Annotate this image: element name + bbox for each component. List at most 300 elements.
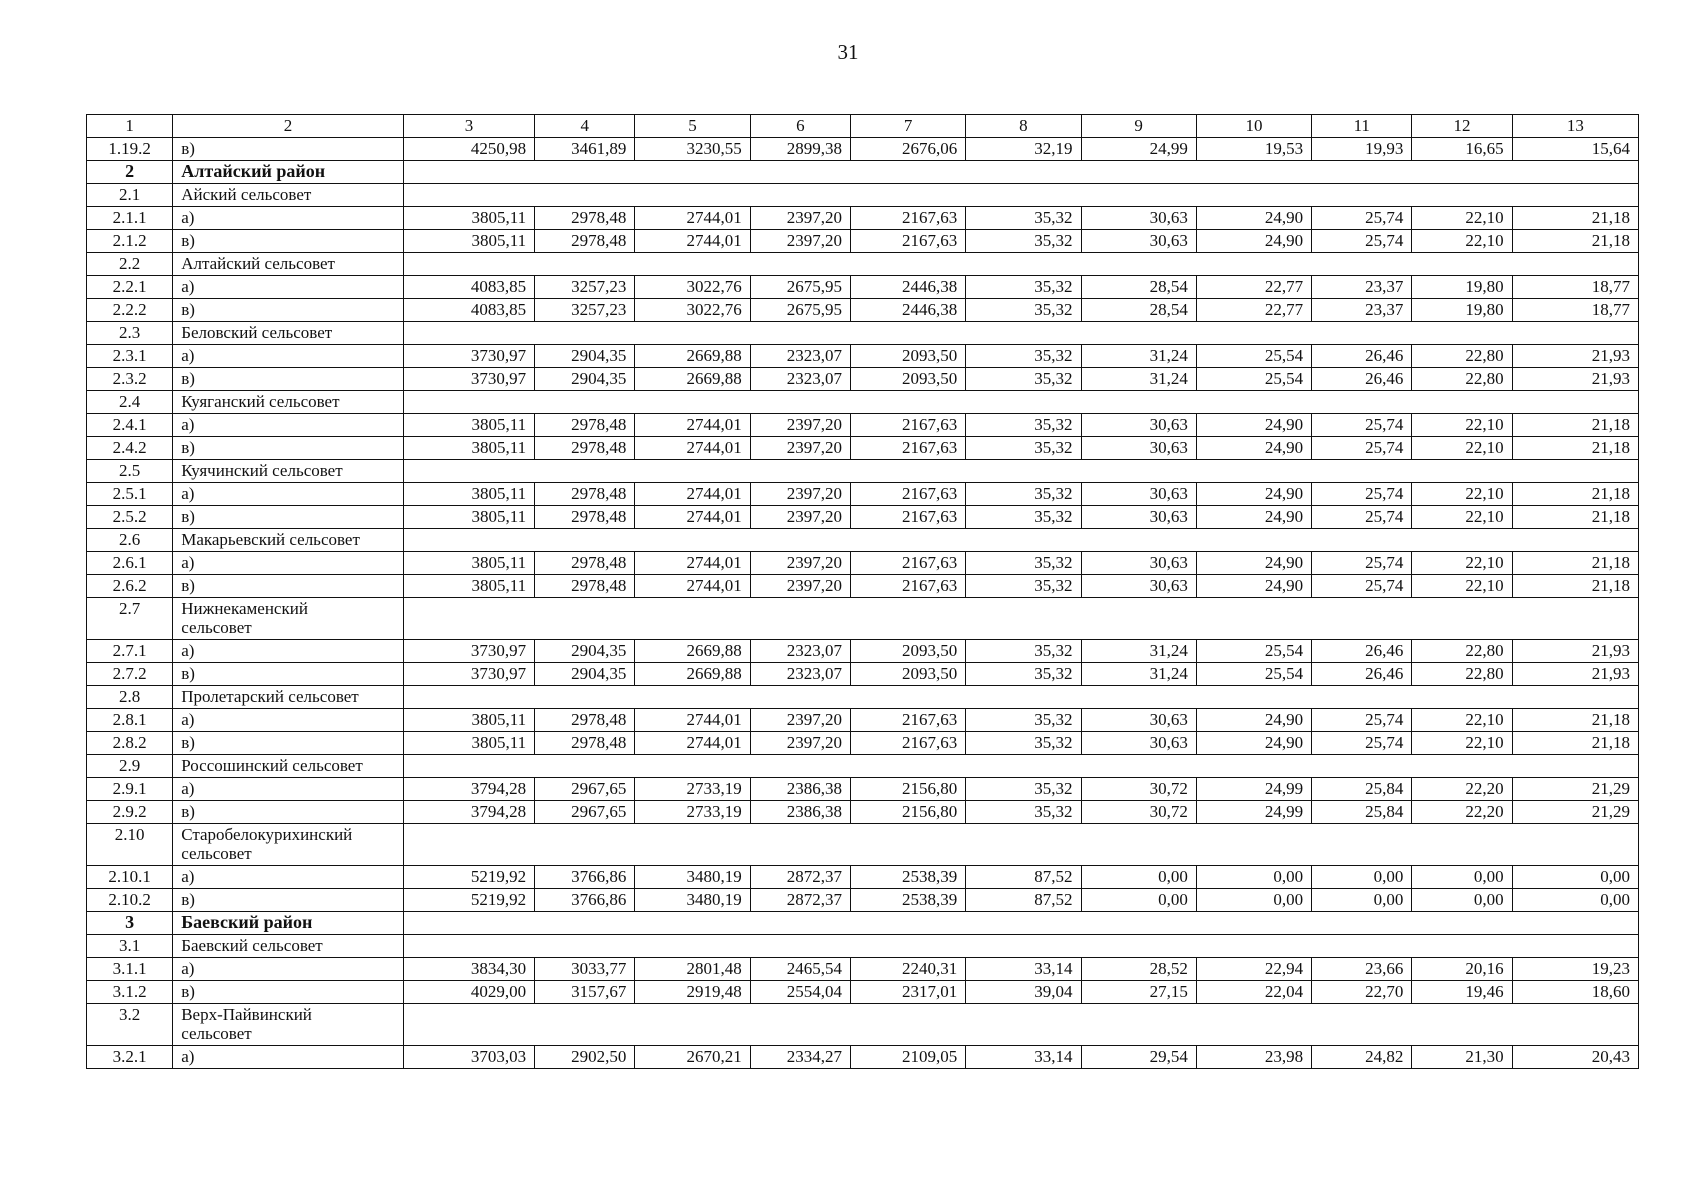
row-label: а)	[173, 778, 404, 801]
value-cell: 3805,11	[403, 506, 534, 529]
value-cell: 2744,01	[635, 732, 750, 755]
value-cell: 2538,39	[850, 866, 965, 889]
value-cell: 22,70	[1312, 981, 1412, 1004]
value-cell: 26,46	[1312, 663, 1412, 686]
value-cell: 35,32	[966, 801, 1081, 824]
value-cell: 18,60	[1512, 981, 1638, 1004]
value-cell: 2669,88	[635, 345, 750, 368]
section-code: 2.3	[87, 322, 173, 345]
row-label: в)	[173, 230, 404, 253]
value-cell: 0,00	[1196, 889, 1311, 912]
value-cell: 2670,21	[635, 1046, 750, 1069]
value-cell: 0,00	[1081, 866, 1196, 889]
table-row	[87, 778, 1639, 801]
section-title: Айский сельсовет	[173, 184, 404, 207]
value-cell: 2093,50	[850, 345, 965, 368]
section-row	[87, 598, 1639, 640]
value-cell: 22,10	[1412, 506, 1512, 529]
value-cell: 32,19	[966, 138, 1081, 161]
value-cell: 4083,85	[403, 276, 534, 299]
value-cell: 3805,11	[403, 414, 534, 437]
section-code: 2.9	[87, 755, 173, 778]
row-label: в)	[173, 575, 404, 598]
value-cell: 33,14	[966, 1046, 1081, 1069]
row-code: 1.19.2	[87, 138, 173, 161]
value-cell: 23,98	[1196, 1046, 1311, 1069]
value-cell: 2978,48	[535, 732, 635, 755]
value-cell: 2323,07	[750, 368, 850, 391]
row-label: в)	[173, 732, 404, 755]
section-title-line: сельсовет	[181, 618, 252, 637]
row-code: 2.5.1	[87, 483, 173, 506]
value-cell: 21,18	[1512, 207, 1638, 230]
value-cell: 22,10	[1412, 732, 1512, 755]
value-cell: 22,10	[1412, 483, 1512, 506]
column-header: 7	[850, 115, 965, 138]
section-title: Макарьевский сельсовет	[173, 529, 404, 552]
section-row	[87, 253, 1639, 276]
column-header: 12	[1412, 115, 1512, 138]
value-cell: 31,24	[1081, 663, 1196, 686]
table-row	[87, 207, 1639, 230]
empty-span-cell	[403, 755, 1638, 778]
value-cell: 2093,50	[850, 663, 965, 686]
value-cell: 25,74	[1312, 506, 1412, 529]
value-cell: 2446,38	[850, 299, 965, 322]
row-label: в)	[173, 663, 404, 686]
table-row	[87, 866, 1639, 889]
value-cell: 35,32	[966, 640, 1081, 663]
value-cell: 3022,76	[635, 299, 750, 322]
value-cell: 24,90	[1196, 437, 1311, 460]
table-body	[87, 115, 1639, 1069]
table-row	[87, 663, 1639, 686]
value-cell: 30,63	[1081, 414, 1196, 437]
value-cell: 25,84	[1312, 778, 1412, 801]
region-row	[87, 161, 1639, 184]
empty-span-cell	[403, 529, 1638, 552]
section-title: Беловский сельсовет	[173, 322, 404, 345]
value-cell: 2744,01	[635, 207, 750, 230]
value-cell: 2872,37	[750, 889, 850, 912]
value-cell: 2554,04	[750, 981, 850, 1004]
value-cell: 24,90	[1196, 506, 1311, 529]
value-cell: 22,20	[1412, 778, 1512, 801]
section-title-line: сельсовет	[181, 844, 252, 863]
value-cell: 3805,11	[403, 575, 534, 598]
value-cell: 25,54	[1196, 368, 1311, 391]
value-cell: 0,00	[1196, 866, 1311, 889]
value-cell: 2323,07	[750, 345, 850, 368]
value-cell: 2669,88	[635, 640, 750, 663]
value-cell: 3805,11	[403, 483, 534, 506]
value-cell: 21,18	[1512, 230, 1638, 253]
value-cell: 24,90	[1196, 709, 1311, 732]
row-code: 3.2.1	[87, 1046, 173, 1069]
value-cell: 2334,27	[750, 1046, 850, 1069]
region-code: 2	[87, 161, 173, 184]
value-cell: 2386,38	[750, 801, 850, 824]
value-cell: 28,52	[1081, 958, 1196, 981]
value-cell: 20,16	[1412, 958, 1512, 981]
section-row	[87, 529, 1639, 552]
value-cell: 5219,92	[403, 866, 534, 889]
section-row	[87, 184, 1639, 207]
empty-span-cell	[403, 824, 1638, 866]
page-number: 31	[837, 40, 859, 64]
value-cell: 21,29	[1512, 778, 1638, 801]
value-cell: 2872,37	[750, 866, 850, 889]
table-row	[87, 368, 1639, 391]
value-cell: 3480,19	[635, 889, 750, 912]
value-cell: 35,32	[966, 778, 1081, 801]
section-row	[87, 391, 1639, 414]
section-code: 2.5	[87, 460, 173, 483]
column-header: 3	[403, 115, 534, 138]
value-cell: 25,54	[1196, 640, 1311, 663]
value-cell: 30,72	[1081, 778, 1196, 801]
value-cell: 3033,77	[535, 958, 635, 981]
value-cell: 35,32	[966, 437, 1081, 460]
value-cell: 19,46	[1412, 981, 1512, 1004]
value-cell: 21,18	[1512, 732, 1638, 755]
column-header: 5	[635, 115, 750, 138]
section-title: Куячинский сельсовет	[173, 460, 404, 483]
value-cell: 3805,11	[403, 230, 534, 253]
column-header: 8	[966, 115, 1081, 138]
value-cell: 2978,48	[535, 230, 635, 253]
value-cell: 2978,48	[535, 506, 635, 529]
value-cell: 2904,35	[535, 345, 635, 368]
value-cell: 35,32	[966, 709, 1081, 732]
section-title: Россошинский сельсовет	[173, 755, 404, 778]
row-label: в)	[173, 138, 404, 161]
value-cell: 2669,88	[635, 368, 750, 391]
value-cell: 2967,65	[535, 778, 635, 801]
value-cell: 3022,76	[635, 276, 750, 299]
value-cell: 2167,63	[850, 207, 965, 230]
empty-span-cell	[403, 161, 1638, 184]
table-row	[87, 483, 1639, 506]
value-cell: 3766,86	[535, 889, 635, 912]
value-cell: 2093,50	[850, 368, 965, 391]
value-cell: 3805,11	[403, 709, 534, 732]
value-cell: 2669,88	[635, 663, 750, 686]
value-cell: 3730,97	[403, 640, 534, 663]
column-header: 11	[1312, 115, 1412, 138]
value-cell: 24,99	[1196, 778, 1311, 801]
value-cell: 4083,85	[403, 299, 534, 322]
section-row	[87, 935, 1639, 958]
value-cell: 35,32	[966, 414, 1081, 437]
value-cell: 26,46	[1312, 368, 1412, 391]
value-cell: 22,94	[1196, 958, 1311, 981]
value-cell: 22,20	[1412, 801, 1512, 824]
value-cell: 22,80	[1412, 640, 1512, 663]
value-cell: 22,77	[1196, 299, 1311, 322]
row-label: а)	[173, 276, 404, 299]
table-row	[87, 552, 1639, 575]
table-row	[87, 276, 1639, 299]
section-code: 2.6	[87, 529, 173, 552]
value-cell: 2397,20	[750, 732, 850, 755]
value-cell: 3805,11	[403, 437, 534, 460]
value-cell: 2397,20	[750, 483, 850, 506]
section-title-line: сельсовет	[181, 1024, 252, 1043]
value-cell: 2744,01	[635, 709, 750, 732]
value-cell: 2902,50	[535, 1046, 635, 1069]
value-cell: 2167,63	[850, 732, 965, 755]
section-title	[173, 1004, 404, 1046]
value-cell: 22,10	[1412, 575, 1512, 598]
row-code: 2.3.1	[87, 345, 173, 368]
value-cell: 25,74	[1312, 552, 1412, 575]
column-header: 13	[1512, 115, 1638, 138]
empty-span-cell	[403, 460, 1638, 483]
value-cell: 22,80	[1412, 345, 1512, 368]
value-cell: 0,00	[1512, 889, 1638, 912]
value-cell: 19,53	[1196, 138, 1311, 161]
value-cell: 31,24	[1081, 368, 1196, 391]
value-cell: 22,80	[1412, 368, 1512, 391]
value-cell: 2733,19	[635, 778, 750, 801]
section-code: 2.2	[87, 253, 173, 276]
value-cell: 2317,01	[850, 981, 965, 1004]
section-code: 2.4	[87, 391, 173, 414]
value-cell: 3257,23	[535, 299, 635, 322]
value-cell: 2538,39	[850, 889, 965, 912]
value-cell: 21,18	[1512, 575, 1638, 598]
value-cell: 26,46	[1312, 640, 1412, 663]
value-cell: 22,10	[1412, 437, 1512, 460]
table-row	[87, 1046, 1639, 1069]
value-cell: 25,74	[1312, 437, 1412, 460]
value-cell: 21,93	[1512, 663, 1638, 686]
value-cell: 19,93	[1312, 138, 1412, 161]
section-title: Алтайский сельсовет	[173, 253, 404, 276]
value-cell: 21,30	[1412, 1046, 1512, 1069]
value-cell: 3834,30	[403, 958, 534, 981]
value-cell: 2978,48	[535, 483, 635, 506]
value-cell: 2397,20	[750, 575, 850, 598]
row-code: 2.5.2	[87, 506, 173, 529]
value-cell: 3461,89	[535, 138, 635, 161]
row-label: в)	[173, 889, 404, 912]
value-cell: 4250,98	[403, 138, 534, 161]
value-cell: 35,32	[966, 663, 1081, 686]
value-cell: 28,54	[1081, 276, 1196, 299]
value-cell: 24,90	[1196, 207, 1311, 230]
value-cell: 3805,11	[403, 207, 534, 230]
value-cell: 25,74	[1312, 483, 1412, 506]
value-cell: 2397,20	[750, 552, 850, 575]
value-cell: 2397,20	[750, 709, 850, 732]
value-cell: 19,23	[1512, 958, 1638, 981]
value-cell: 35,32	[966, 345, 1081, 368]
value-cell: 3730,97	[403, 663, 534, 686]
value-cell: 2397,20	[750, 506, 850, 529]
value-cell: 24,90	[1196, 732, 1311, 755]
value-cell: 2978,48	[535, 552, 635, 575]
value-cell: 0,00	[1312, 866, 1412, 889]
value-cell: 3157,67	[535, 981, 635, 1004]
value-cell: 2093,50	[850, 640, 965, 663]
value-cell: 2167,63	[850, 709, 965, 732]
section-title: Пролетарский сельсовет	[173, 686, 404, 709]
value-cell: 18,77	[1512, 299, 1638, 322]
column-header: 6	[750, 115, 850, 138]
row-code: 2.9.2	[87, 801, 173, 824]
value-cell: 22,80	[1412, 663, 1512, 686]
value-cell: 30,63	[1081, 506, 1196, 529]
region-row	[87, 912, 1639, 935]
row-code: 2.4.1	[87, 414, 173, 437]
row-label: в)	[173, 368, 404, 391]
value-cell: 0,00	[1312, 889, 1412, 912]
row-label: а)	[173, 552, 404, 575]
section-code: 3.2	[87, 1004, 173, 1046]
section-row	[87, 755, 1639, 778]
row-code: 2.8.2	[87, 732, 173, 755]
table-row	[87, 230, 1639, 253]
value-cell: 35,32	[966, 732, 1081, 755]
value-cell: 3794,28	[403, 801, 534, 824]
column-header: 1	[87, 115, 173, 138]
empty-span-cell	[403, 253, 1638, 276]
value-cell: 0,00	[1081, 889, 1196, 912]
row-label: а)	[173, 640, 404, 663]
table-row	[87, 437, 1639, 460]
column-header: 10	[1196, 115, 1311, 138]
value-cell: 5219,92	[403, 889, 534, 912]
value-cell: 2167,63	[850, 575, 965, 598]
table-row	[87, 138, 1639, 161]
value-cell: 22,04	[1196, 981, 1311, 1004]
value-cell: 19,80	[1412, 276, 1512, 299]
section-title	[173, 598, 404, 640]
section-code: 2.10	[87, 824, 173, 866]
value-cell: 30,63	[1081, 483, 1196, 506]
value-cell: 2978,48	[535, 709, 635, 732]
value-cell: 21,93	[1512, 640, 1638, 663]
row-code: 2.9.1	[87, 778, 173, 801]
value-cell: 2744,01	[635, 552, 750, 575]
value-cell: 2744,01	[635, 230, 750, 253]
row-label: в)	[173, 801, 404, 824]
value-cell: 22,10	[1412, 207, 1512, 230]
row-label: а)	[173, 483, 404, 506]
value-cell: 2446,38	[850, 276, 965, 299]
value-cell: 3257,23	[535, 276, 635, 299]
column-header: 2	[173, 115, 404, 138]
section-title-line: Нижнекаменский	[181, 599, 308, 618]
header-row	[87, 115, 1639, 138]
table-row	[87, 732, 1639, 755]
row-label: а)	[173, 709, 404, 732]
value-cell: 0,00	[1412, 866, 1512, 889]
empty-span-cell	[403, 184, 1638, 207]
row-code: 2.2.1	[87, 276, 173, 299]
row-code: 2.1.1	[87, 207, 173, 230]
value-cell: 2397,20	[750, 437, 850, 460]
value-cell: 24,99	[1081, 138, 1196, 161]
value-cell: 30,63	[1081, 552, 1196, 575]
value-cell: 2904,35	[535, 640, 635, 663]
value-cell: 19,80	[1412, 299, 1512, 322]
value-cell: 22,77	[1196, 276, 1311, 299]
value-cell: 2465,54	[750, 958, 850, 981]
value-cell: 3805,11	[403, 732, 534, 755]
value-cell: 22,10	[1412, 414, 1512, 437]
empty-span-cell	[403, 686, 1638, 709]
row-code: 2.1.2	[87, 230, 173, 253]
section-title-line: Верх-Пайвинский	[181, 1005, 312, 1024]
value-cell: 22,10	[1412, 230, 1512, 253]
table-row	[87, 345, 1639, 368]
value-cell: 25,74	[1312, 732, 1412, 755]
value-cell: 2323,07	[750, 663, 850, 686]
value-cell: 30,63	[1081, 207, 1196, 230]
row-label: в)	[173, 506, 404, 529]
value-cell: 3480,19	[635, 866, 750, 889]
value-cell: 21,18	[1512, 483, 1638, 506]
value-cell: 18,77	[1512, 276, 1638, 299]
row-label: а)	[173, 414, 404, 437]
table-row	[87, 640, 1639, 663]
section-code: 3.1	[87, 935, 173, 958]
value-cell: 2397,20	[750, 207, 850, 230]
row-code: 2.7.2	[87, 663, 173, 686]
section-row	[87, 460, 1639, 483]
value-cell: 22,10	[1412, 709, 1512, 732]
value-cell: 3794,28	[403, 778, 534, 801]
value-cell: 2675,95	[750, 276, 850, 299]
value-cell: 21,18	[1512, 437, 1638, 460]
value-cell: 0,00	[1512, 866, 1638, 889]
value-cell: 25,74	[1312, 575, 1412, 598]
row-code: 3.1.2	[87, 981, 173, 1004]
row-code: 2.8.1	[87, 709, 173, 732]
value-cell: 2744,01	[635, 437, 750, 460]
value-cell: 2240,31	[850, 958, 965, 981]
value-cell: 2109,05	[850, 1046, 965, 1069]
table-row	[87, 981, 1639, 1004]
region-code: 3	[87, 912, 173, 935]
row-label: а)	[173, 866, 404, 889]
row-label: в)	[173, 299, 404, 322]
value-cell: 30,63	[1081, 709, 1196, 732]
row-code: 3.1.1	[87, 958, 173, 981]
value-cell: 21,18	[1512, 506, 1638, 529]
value-cell: 15,64	[1512, 138, 1638, 161]
row-code: 2.6.1	[87, 552, 173, 575]
value-cell: 2801,48	[635, 958, 750, 981]
value-cell: 23,66	[1312, 958, 1412, 981]
tariff-table	[86, 114, 1639, 1069]
empty-span-cell	[403, 1004, 1638, 1046]
value-cell: 2167,63	[850, 230, 965, 253]
value-cell: 2919,48	[635, 981, 750, 1004]
section-code: 2.1	[87, 184, 173, 207]
value-cell: 26,46	[1312, 345, 1412, 368]
section-row	[87, 824, 1639, 866]
column-header: 9	[1081, 115, 1196, 138]
value-cell: 3730,97	[403, 345, 534, 368]
table-row	[87, 506, 1639, 529]
empty-span-cell	[403, 322, 1638, 345]
section-title: Баевский сельсовет	[173, 935, 404, 958]
table-row	[87, 414, 1639, 437]
